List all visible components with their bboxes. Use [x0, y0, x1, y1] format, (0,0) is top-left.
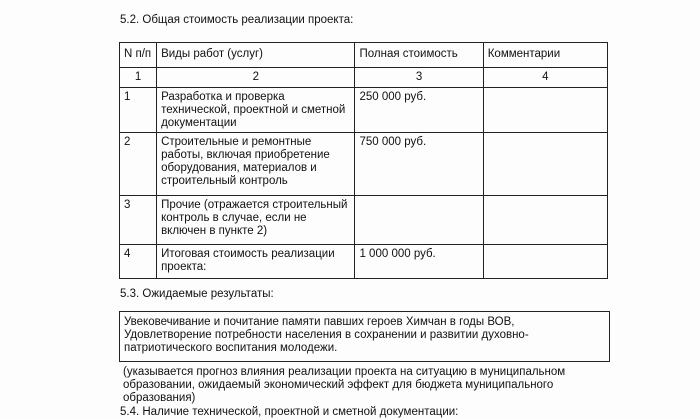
row-cost [355, 196, 483, 245]
row-comment [483, 196, 607, 245]
row-number: 3 [120, 196, 157, 245]
table-header-row [120, 43, 608, 68]
column-number-3: 3 [355, 68, 483, 88]
column-number-4: 4 [483, 68, 607, 88]
column-number-1: 1 [120, 68, 157, 88]
header-cost: Полная стоимость [355, 43, 483, 68]
expected-results-note: (указывается прогноз влияния реализации проекта на ситуацию в муниципальном образовании, ожидаемый экономический эффект для бюджета муниципального образования) [123, 366, 566, 404]
row-number: 4 [120, 245, 157, 279]
row-comment [483, 133, 607, 196]
table-row [120, 245, 608, 279]
table-row [120, 196, 608, 245]
header-comment: Комментарии [483, 43, 607, 68]
row-cost: 1 000 000 руб. [355, 245, 483, 279]
header-n: N п/п [120, 43, 157, 68]
row-comment [483, 88, 607, 133]
row-work: Строительные и ремонтные работы, включая приобретение оборудования, материалов и строительный контроль [157, 133, 355, 196]
row-work: Итоговая стоимость реализации проекта: [157, 245, 355, 279]
cost-table [119, 42, 608, 279]
header-work: Виды работ (услуг) [157, 43, 355, 68]
row-number: 1 [120, 88, 157, 133]
row-cost: 750 000 руб. [355, 133, 483, 196]
row-work: Прочие (отражается строительный контроль в случае, если не включен в пункте 2) [157, 196, 355, 245]
column-number-row [120, 68, 608, 88]
column-number-2: 2 [157, 68, 355, 88]
table-row [120, 88, 608, 133]
row-work: Разработка и проверка технической, проектной и сметной документации [157, 88, 355, 133]
row-number: 2 [120, 133, 157, 196]
section-5-4-heading: 5.4. Наличие технической, проектной и сметной документации: [120, 406, 459, 418]
row-cost: 250 000 руб. [355, 88, 483, 133]
expected-results-box: Увековечивание и почитание памяти павших героев Химчан в годы ВОВ, Удовлетворение потребности населения в сохранении и развитии духовно-патриотического воспитания молодежи. [119, 311, 610, 362]
section-5-3-heading: 5.3. Ожидаемые результаты: [120, 288, 274, 300]
table-row [120, 133, 608, 196]
row-comment [483, 245, 607, 279]
section-5-2-heading: 5.2. Общая стоимость реализации проекта: [120, 14, 354, 26]
